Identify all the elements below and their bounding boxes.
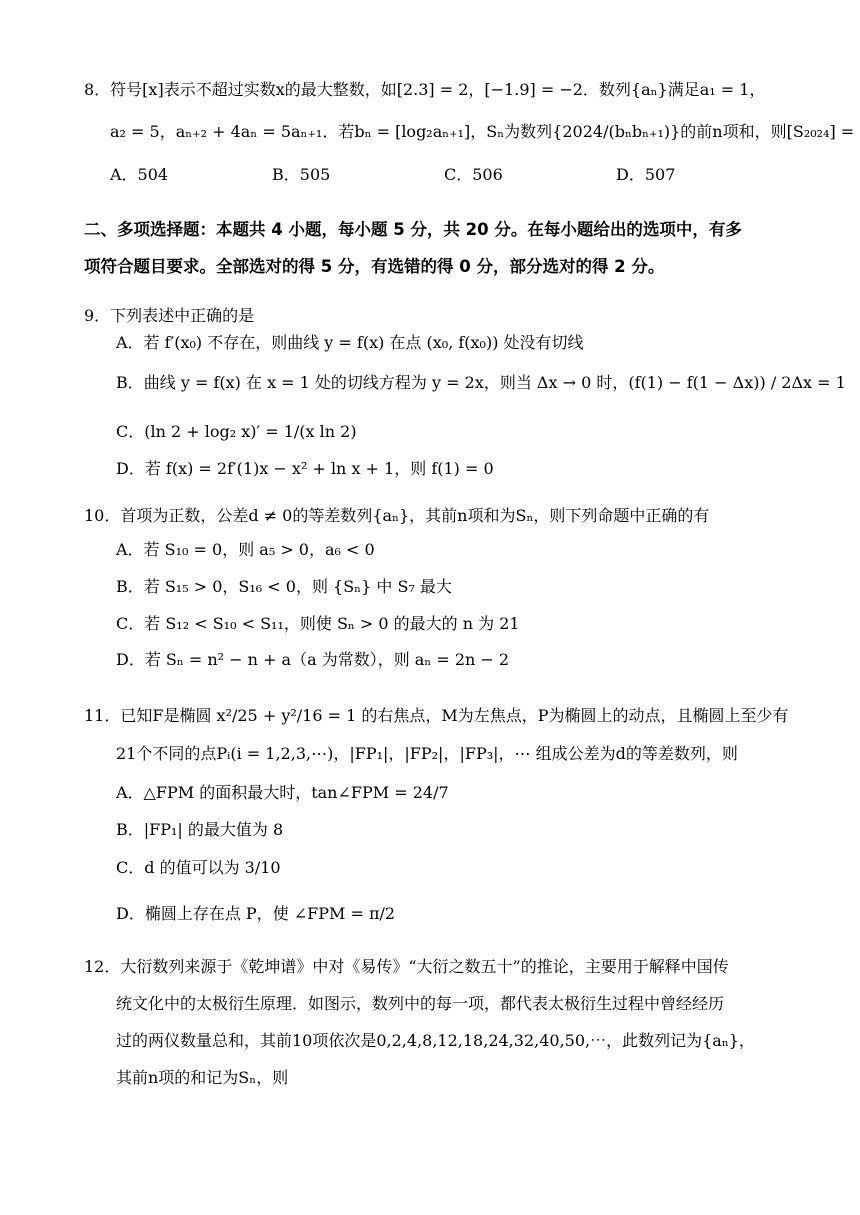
q10-option-c: C．若 S₁₂ < S₁₀ < S₁₁，则使 Sₙ > 0 的最大的 n 为 21 [116, 614, 520, 633]
q8-option-a: A．504 [110, 165, 169, 184]
q8-option-d: D．507 [616, 165, 676, 184]
q8-option-c: C．506 [444, 165, 503, 184]
q11-line1: 11．已知F是椭圆 x²/25 + y²/16 = 1 的右焦点，M为左焦点，P为椭圆上的动点，且椭圆上至少有 [84, 706, 789, 725]
q9-option-d: D．若 f(x) = 2f′(1)x − x² + ln x + 1，则 f(1) = 0 [116, 459, 494, 478]
q10-option-d: D．若 Sₙ = n² − n + a（a 为常数），则 aₙ = 2n − 2 [116, 650, 510, 669]
q12-line2: 统文化中的太极衍生原理．如图示，数列中的每一项，都代表太极衍生过程中曾经经历 [116, 994, 725, 1013]
q11-option-c: C．d 的值可以为 3/10 [116, 858, 281, 877]
q11-option-b: B．|FP₁| 的最大值为 8 [116, 820, 284, 839]
section2-heading-line2: 项符合题目要求。全部选对的得 5 分，有选错的得 0 分，部分选对的得 2 分。 [84, 257, 665, 276]
q9-option-b: B．曲线 y = f(x) 在 x = 1 处的切线方程为 y = 2x，则当 Δx → 0 时，(f(1) − f(1 − Δx)) / 2Δx = 1 [116, 373, 846, 392]
section2-heading-line1: 二、多项选择题：本题共 4 小题，每小题 5 分，共 20 分。在每小题给出的选项中，有多 [84, 220, 742, 239]
q10-option-a: A．若 S₁₀ = 0，则 a₅ > 0，a₆ < 0 [116, 540, 375, 559]
q9-stem: 9．下列表述中正确的是 [84, 306, 255, 325]
q11-option-a: A．△FPM 的面积最大时，tan∠FPM = 24/7 [116, 783, 449, 802]
q10-option-b: B．若 S₁₅ > 0，S₁₆ < 0，则 {Sₙ} 中 S₇ 最大 [116, 577, 452, 596]
q9-option-c: C．(ln 2 + log₂ x)′ = 1/(x ln 2) [116, 422, 357, 441]
q12-line4: 其前n项的和记为Sₙ，则 [116, 1068, 289, 1087]
q11-line2: 21个不同的点Pᵢ(i = 1,2,3,⋯)，|FP₁|，|FP₂|，|FP₃|，⋯ 组成公差为d的等差数列，则 [116, 744, 738, 763]
q8-line1: 8．符号[x]表示不超过实数x的最大整数，如[2.3] = 2，[−1.9] = −2．数列{aₙ}满足a₁ = 1， [84, 80, 766, 99]
q9-option-a: A．若 f′(x₀) 不存在，则曲线 y = f(x) 在点 (x₀, f(x₀)) 处没有切线 [116, 333, 584, 352]
q8-line2: a₂ = 5，aₙ₊₂ + 4aₙ = 5aₙ₊₁．若bₙ = [log₂aₙ₊₁]，Sₙ为数列{2024/(bₙbₙ₊₁)}的前n项和，则[S₂₀₂₄] = [110, 122, 855, 141]
q11-option-d: D．椭圆上存在点 P，使 ∠FPM = π/2 [116, 904, 396, 923]
q12-line3: 过的两仪数量总和，其前10项依次是0,2,4,8,12,18,24,32,40,50,⋯，此数列记为{aₙ}， [116, 1031, 755, 1050]
q12-line1: 12．大衍数列来源于《乾坤谱》中对《易传》“大衍之数五十”的推论，主要用于解释中国传 [84, 957, 729, 976]
q10-stem: 10．首项为正数，公差d ≠ 0的等差数列{aₙ}，其前n项和为Sₙ，则下列命题中正确的有 [84, 506, 710, 525]
q8-option-b: B．505 [272, 165, 331, 184]
